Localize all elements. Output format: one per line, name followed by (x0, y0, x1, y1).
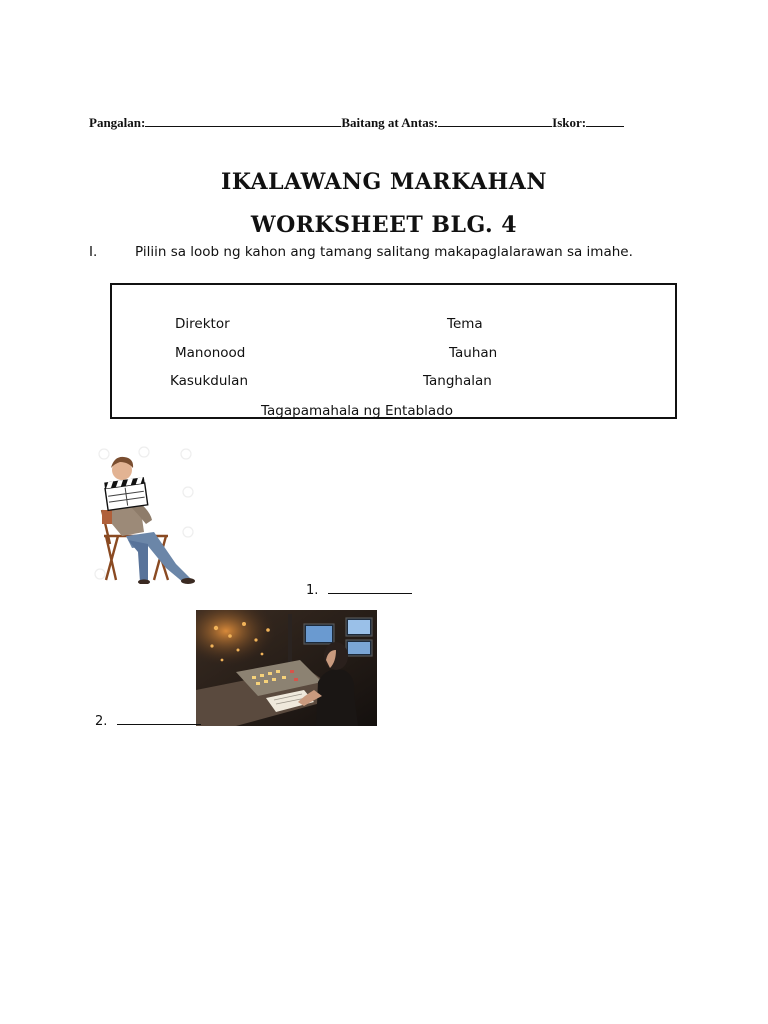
instruction-text: Piliin sa loob ng kahon ang tamang salitang makapaglalarawan sa imahe. (135, 244, 633, 260)
word-choice: Tagapamahala ng Entablado (261, 403, 454, 419)
score-label: Iskor: (552, 115, 587, 130)
answer-number: 1. (306, 583, 319, 598)
word-choice: Tanghalan (423, 373, 492, 389)
word-choice: Tauhan (449, 345, 498, 361)
score-blank[interactable] (586, 114, 624, 127)
instruction-number: I. (89, 244, 98, 260)
grade-label: Baitang at Antas: (341, 115, 439, 130)
word-choice: Direktor (175, 316, 230, 332)
answer-item-2 (95, 712, 201, 729)
student-info-header (89, 114, 624, 131)
stage-manager-control-booth-photo (196, 610, 377, 726)
worksheet-title: WORKSHEET BLG. 4 (250, 212, 518, 238)
answer-item-1 (306, 581, 412, 598)
answer-number: 2. (95, 714, 108, 729)
word-choice: Manonood (175, 345, 246, 361)
answer-blank[interactable] (328, 581, 412, 594)
word-choice: Kasukdulan (170, 373, 249, 389)
quarter-title: IKALAWANG MARKAHAN (221, 169, 547, 195)
answer-blank[interactable] (117, 712, 201, 725)
name-label: Pangalan: (89, 115, 146, 130)
word-choice: Tema (447, 316, 483, 332)
name-blank[interactable] (145, 114, 341, 127)
grade-blank[interactable] (438, 114, 552, 127)
director-with-clapperboard-photo (92, 440, 196, 584)
